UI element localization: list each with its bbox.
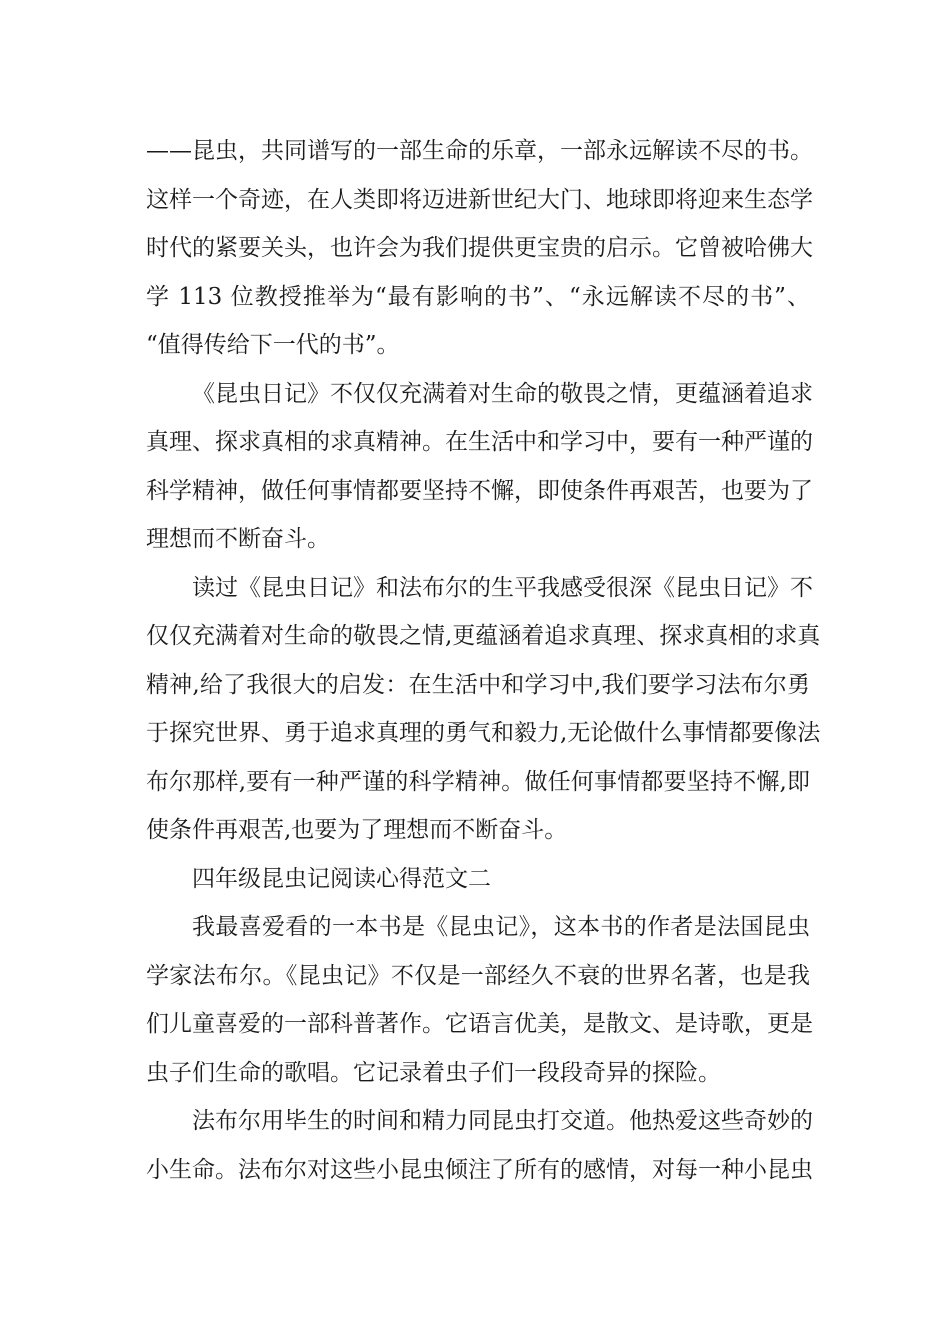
text-line: ——昆虫，共同谱写的一部生命的乐章，一部永远解读不尽的书。	[146, 138, 813, 164]
text-line: 读过《昆虫日记》和法布尔的生平我感受很深《昆虫日记》不	[192, 574, 813, 601]
text-line: 理想而不断奋斗。	[146, 526, 330, 552]
text-line: 学家法布尔。《昆虫记》不仅是一部经久不衰的世界名著，也是我	[146, 962, 810, 989]
text-line: 真理、探求真相的求真精神。在生活中和学习中，要有一种严谨的	[146, 429, 813, 455]
text-line: 小生命。法布尔对这些小昆虫倾注了所有的感情，对每一种小昆虫	[146, 1156, 813, 1183]
text-line: 这样一个奇迹，在人类即将迈进新世纪大门、地球即将迎来生态学	[146, 186, 813, 213]
text-line: 我最喜爱看的一本书是《昆虫记》，这本书的作者是法国昆虫	[192, 914, 810, 940]
text-line: 学 113 位教授推举为“最有影响的书”、“永远解读不尽的书”、	[146, 283, 810, 310]
paragraph	[146, 855, 810, 904]
document-body	[146, 127, 821, 1194]
text-line: 仅仅充满着对生命的敬畏之情,更蕴涵着追求真理、探求真相的求真	[146, 623, 821, 649]
text-line: 四年级昆虫记阅读心得范文二	[192, 865, 491, 892]
text-line: 们儿童喜爱的一部科普著作。它语言优美，是散文、是诗歌，更是	[146, 1011, 813, 1037]
text-line: 时代的紧要关头，也许会为我们提供更宝贵的启示。它曾被哈佛大	[146, 235, 813, 261]
text-line: “值得传给下一代的书”。	[146, 332, 400, 358]
text-line: 布尔那样,要有一种严谨的科学精神。做任何事情都要坚持不懈,即	[146, 768, 810, 795]
paragraph	[146, 370, 813, 564]
text-line: 于探究世界、勇于追求真理的勇气和毅力,无论做什么事情都要像法	[146, 720, 821, 746]
text-line: 使条件再艰苦,也要为了理想而不断奋斗。	[146, 817, 568, 843]
text-line: 精神,给了我很大的启发：在生活中和学习中,我们要学习法布尔勇	[146, 671, 810, 698]
paragraph	[146, 903, 813, 1097]
text-line: 虫子们生命的歌唱。它记录着虫子们一段段奇异的探险。	[146, 1059, 721, 1086]
paragraph	[146, 127, 813, 370]
text-line: 法布尔用毕生的时间和精力同昆虫打交道。他热爱这些奇妙的	[192, 1108, 813, 1134]
paragraph	[146, 1097, 813, 1194]
text-line: 《昆虫日记》不仅仅充满着对生命的敬畏之情，更蕴涵着追求	[192, 380, 813, 407]
text-line: 科学精神，做任何事情都要坚持不懈，即使条件再艰苦，也要为了	[146, 477, 813, 504]
paragraph	[146, 564, 821, 855]
